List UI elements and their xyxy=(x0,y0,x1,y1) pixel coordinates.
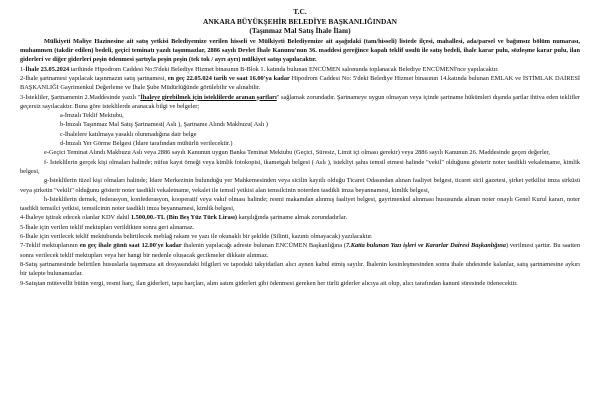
list-item: d-İmzalı Yer Görme Belgesi (İdare tarafından mühürlü verilecektir.) xyxy=(60,140,233,148)
item-3 xyxy=(20,93,580,112)
item-4-fee: 1.500,00.-TL (Bin Beş Yüz Türk Lirası) xyxy=(130,214,237,222)
item-2-text-a: İhale şartnamesi yapılacak taşınmazın satış şartnamesi, xyxy=(25,74,168,82)
item-7-text-c: ) verilmesi şarttır. Bu saatten sonra verilecek teklif mektupları veya her hangi bir nedenle olușacak gecikmeler dikkate alınmaz. xyxy=(20,242,581,259)
item-6: 6-İhale için verilecek teklif mektubunda belirtilecek meblağ rakam ve yazı ile okunaklı bir şekilde (Silinti, kazıntı olmayacak) yazılacaktır. xyxy=(20,233,373,241)
item-1 xyxy=(20,65,580,74)
intro-text: Mülkiyeti Maliye Hazinesine ait satış yetkisi Belediyemize verilen hisseli ve Mülkiyeti Belediyemize ait aşağıdaki (tam/hisseli) listede ilçesi, mahallesi, ada/parsel ve bağımsız bölüm numarası, muhammen (takdir edilen) bedeli, geçici teminatı yazılı taşınmazlar, 2886 sayılı Devlet İhale Kanunu'nun 36. maddesi gereğince kapalı teklif usulü ile satış bedeli, ihale karar pulu, sözleşme karar pulu, ilan giderleri ve diğer giderleri peşin ödenmesi şartıyla peşin peşin (tek tok / ayrı ayrı) mülkiyet satışı yapılacaktır. xyxy=(20,37,580,64)
item-1-text: tarihinde Hipodrom Caddesi No:5'deki Belediye Hizmet binasının B-Blok 1. katında bulunan ENCÜMEN salonunda toplanacak Belediye ENCÜMENİ'nce yapılacaktır. xyxy=(69,65,499,73)
item-2-deadline: en geç 22.05.024 tarih ve saat 16.00'ya kadar xyxy=(167,74,290,82)
item-3-text-b: " sağlamak zorundadır. Şartnameye uygun olmayan veya içinde şartname hükümleri dışında şartlar ihtiva eden teklifler geçersiz sayılacaktır. Buna göre isteklilerde aranacak bilgi ve belgeler; xyxy=(20,93,580,110)
item-1-number: 1- xyxy=(20,65,26,73)
item-3-e: e-Geçici Teminat Alındı Makbuzu Aslı veya 2886 sayılı Kanunun uygun Banka Teminat Mektubu (Geçici, Süresiz, Limit içi olması gerekir) veya 2886 sayılı Kanunun 26. Maddesinde geçen değerler, xyxy=(44,149,550,157)
item-3-number: 3- xyxy=(20,93,26,101)
item-2-text-b: Hipodrom Caddesi No: 5'deki Belediye Hizmet binasının 14.katında bulunan EMLAK ve İSTİMLAK DAİRESİ BAŞKANLIĞI Gayrimenkul Değerleme ve İhale Şube Müdürlüğünde görülebilir ve alınabilir. xyxy=(20,74,580,92)
item-3-text-a: İstekliler, Şartnamenin 2.Maddesinde yazılı " xyxy=(25,93,141,101)
header-tc: T.C. xyxy=(293,7,307,16)
item-7-deadline: en geç ihale günü saat 12.00'ye kadar xyxy=(79,242,182,250)
item-1-date: İhale 23.05.2024 xyxy=(25,65,70,73)
item-4 xyxy=(20,213,580,222)
item-3-f: f- İsteklilerin gerçek kişi olmaları halinde; nüfus kayıt örneği veya kimlik fotokopisi, ikametgah belgesi ( Aslı ), istekliyi şahıs temsil etmesi halinde "vekil" olduğunu gösterir noter tasdikli vekaletname, kimlik belgesi, xyxy=(20,158,580,175)
header-org: ANKARA BÜYÜKŞEHİR BELEDİYE BAŞKANLIĞINDAN xyxy=(202,16,398,26)
item-2 xyxy=(20,74,580,93)
item-9: 9-Satıştan mütevellit bütün vergi, resmi harç, ilan giderleri, tapu harçları, alım satım giderleri gibi ödenmesi gereken her türlü giderler alıcıya ait olup, alıcı tarafından kanuni süresinde ödenecektir. xyxy=(20,279,518,287)
item-8: 8-Satış şartnamesinde belirtilen hususlarla taşınmaza ait dosyasındaki bilgileri ve tapodaki takyidatları alıcı aynen kabul etmiş sayılır. İhalenin kesinleşmesinden sonra ihale uhdesinde kalanlar, satış şartnamesine aykırı bir talepte bulunamazlar. xyxy=(20,260,580,278)
item-3-document-list xyxy=(20,111,580,148)
list-item: c-İhalelere katılmaya yasaklı olunmadığına dair belge xyxy=(60,130,197,138)
list-item: b-İmzalı Taşınmaz Mal Satış Şartnamesi( Aslı ), Şartname Alındı Makbuzu( Aslı ) xyxy=(60,121,269,129)
item-2-number: 2- xyxy=(20,74,26,82)
item-5: 5-İhale için verilen teklif mektupları verildikten sonra geri alınamaz. xyxy=(20,223,195,231)
item-7 xyxy=(20,241,580,260)
item-3-g: g-İsteklilerin tüzel kişi olmaları halinde; İdare Merkezinin bulunduğu yer Mahkemesinden veya sicilin kayıtlı olduğu Ticaret Odasından alınan faaliyet belgesi, ticaret sicil gazetesi, şirket yetkilisi imza sirküsü veya şirketin "vekili" olduğunu gösterir noter tasdikli vekaletname, vekalet ile temsil yetkisi alan temsilcinin noterden tasdikli imza beyannamesi, kimlik belgesi, xyxy=(20,177,580,194)
intro-paragraph xyxy=(20,37,580,65)
header-subtitle: (Taşınmaz Mal Satış İhale İlanı) xyxy=(249,26,351,36)
item-4-text-a: İhaleye iştirak edecek olanlar KDV dahil xyxy=(25,214,131,222)
item-4-text-b: karşılığında şartname almak zorundadırlar. xyxy=(236,214,348,222)
item-7-text-b: ihalenin yapılacağı adreste bulunan ENCÜMEN Başkanlığına ( xyxy=(181,242,346,250)
item-7-office: 7.Katta bulunan Yazı işleri ve Kararlar Dairesi Başkanlığına xyxy=(345,242,506,250)
list-item: a-İmzalı Teklif Mektubu, xyxy=(60,112,124,120)
item-7-text-a: 7-Teklif mektuplarının xyxy=(20,242,80,250)
item-3-h: h-İsteklilerin dernek, federasyon, konfederasyon, kooperatif veya vakıf olması halinde; resmi makamdan alınmış faaliyet belgesi, gayrimenkul alınması hususunda alınan noter onaylı Genel Kurul kararı, noter tasdikli temsilci yetkisi, temsilcinin noter tasdikli imza beyannamesi, kimlik belgesi, xyxy=(20,195,580,213)
item-4-number: 4- xyxy=(20,214,26,222)
item-3-conditions-link: İhaleye girebilmek için isteklilerde aranan şartları xyxy=(140,93,277,101)
